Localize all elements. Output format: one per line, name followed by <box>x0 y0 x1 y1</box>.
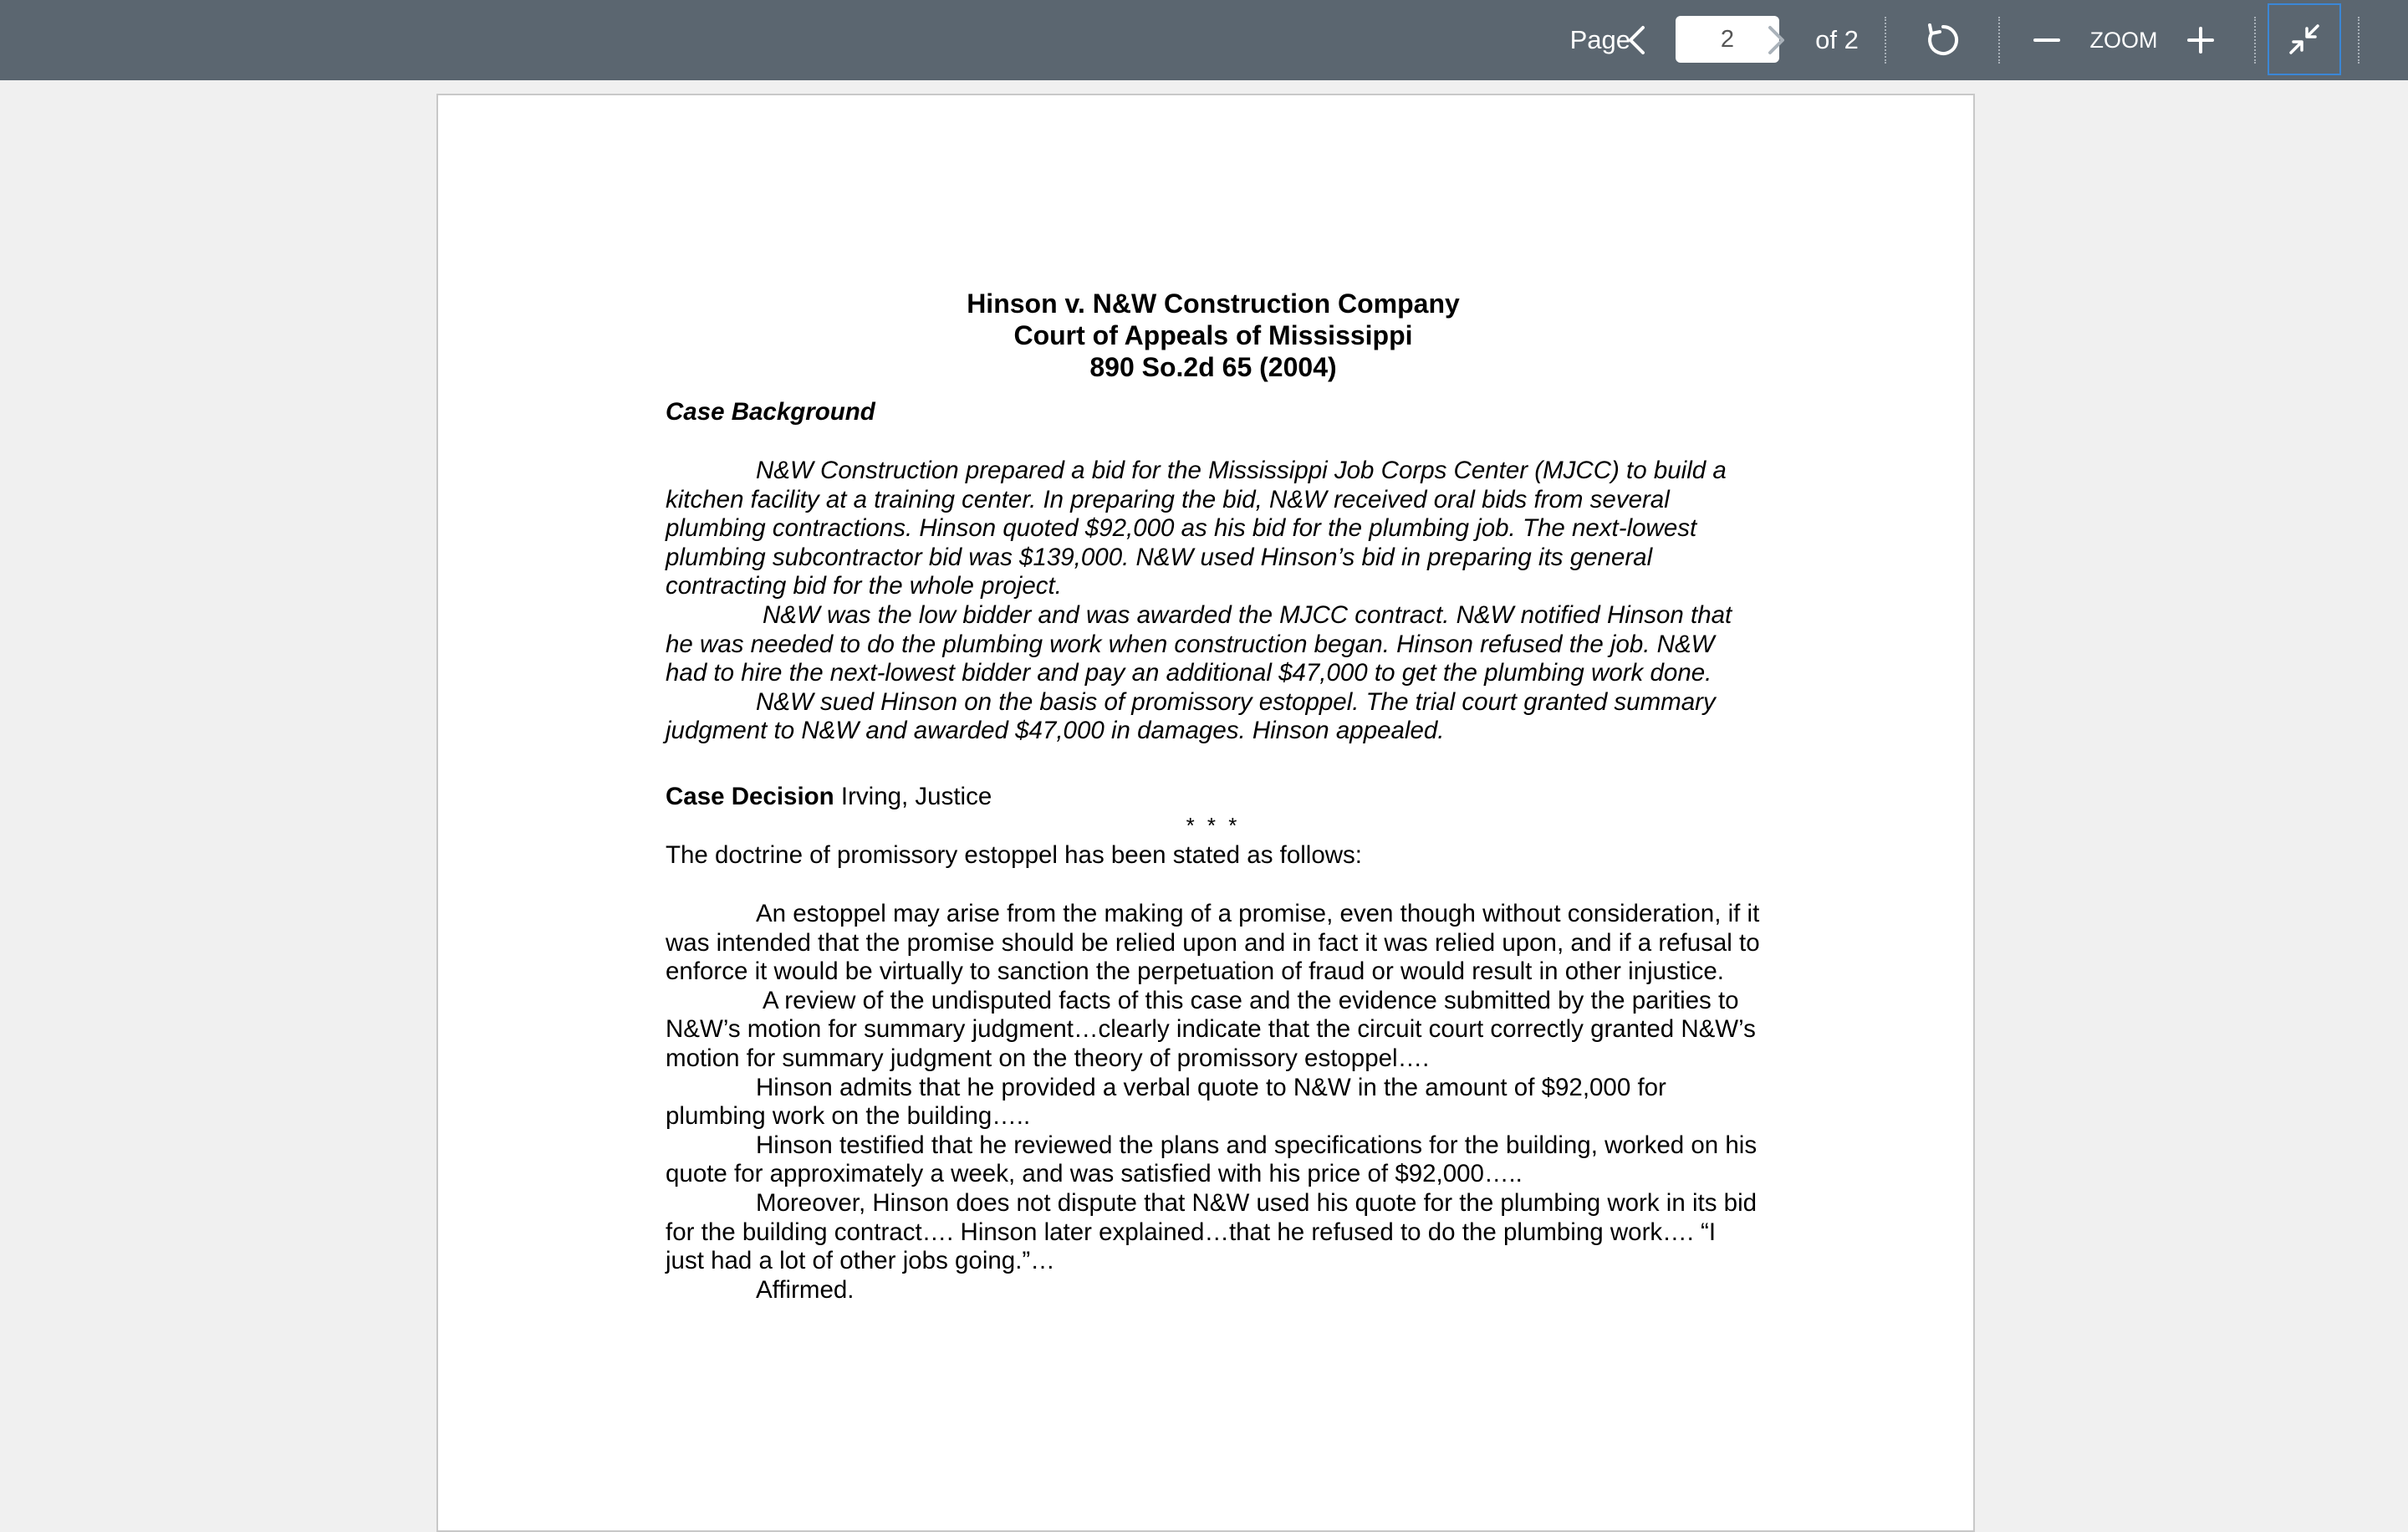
minus-icon <box>2033 27 2060 54</box>
plus-icon <box>2186 26 2215 54</box>
exit-fullscreen-button[interactable] <box>2268 3 2341 75</box>
page-label: Page <box>1569 25 1630 54</box>
decision-heading-label: Case Decision <box>666 783 834 810</box>
toolbar-divider <box>1885 17 1886 64</box>
viewer-toolbar <box>0 0 2408 80</box>
decision-paragraph: A review of the undisputed facts of this case and the evidence submitted by the parities to N&W’s motion for summary judgment…clearly indicate that the circuit court correctly granted N&W’s motion for summary judgment on the theory of promissory estoppel…. <box>666 986 1756 1072</box>
decision-paragraph: Hinson testified that he reviewed the plans and specifications for the building, worked on his quote for approximately a week, and was satisfied with his price of $92,000….. <box>666 1131 1758 1188</box>
zoom-label: ZOOM <box>2089 27 2158 53</box>
decision-paragraph: Hinson admits that he provided a verbal quote to N&W in the amount of $92,000 for plumbing work on the building….. <box>666 1073 1666 1131</box>
section-separator: * * * <box>1186 813 1241 838</box>
background-paragraph: N&W Construction prepared a bid for the Mississippi Job Corps Center (MJCC) to build a kitchen facility at a training center. In preparing the bid, N&W received oral bids from several plumbing contractions. Hinson quoted $92,000 as his bid for the plumbing job. The next-lowest plumbing subcontractor bid was $139,000. N&W used Hinson’s bid in preparing its general contracting bid for the whole project. <box>666 457 1727 600</box>
case-title <box>666 288 1761 383</box>
decision-judge: Irving, Justice <box>834 783 992 810</box>
background-heading: Case Background <box>666 398 875 426</box>
decision-paragraph: Affirmed. <box>756 1275 855 1304</box>
collapse-icon <box>2288 23 2321 56</box>
citation-line: 890 So.2d 65 (2004) <box>1089 352 1337 382</box>
chevron-left-icon <box>1626 25 1648 55</box>
decision-paragraph: Moreover, Hinson does not dispute that N&W used his quote for the plumbing work in its bid for the building contract…. Hinson later explained…that he refused to do the plumbing work…. “I just had a lot of other jobs going.”… <box>666 1188 1758 1275</box>
previous-page-button[interactable] <box>1614 15 1661 65</box>
chevron-right-icon <box>1765 25 1787 55</box>
court-line: Court of Appeals of Mississippi <box>1013 320 1413 350</box>
document-page <box>436 94 1975 1532</box>
rotate-button[interactable] <box>1920 15 1967 65</box>
page-total: of 2 <box>1815 25 1859 54</box>
next-page-button[interactable] <box>1752 15 1799 65</box>
zoom-out-button[interactable] <box>2023 15 2070 65</box>
zoom-in-button[interactable] <box>2177 15 2224 65</box>
background-text <box>666 457 1761 746</box>
toolbar-divider <box>2254 17 2256 64</box>
doctrine-intro: The doctrine of promissory estoppel has been stated as follows: <box>666 841 1363 869</box>
background-paragraph: N&W was the low bidder and was awarded the MJCC contract. N&W notified Hinson that he was needed to do the plumbing work when construction began. Hinson refused the job. N&W had to hire the next-lowest bidder and pay an additional $47,000 to get the plumbing work done. <box>666 600 1732 687</box>
rotate-icon <box>1925 22 1962 59</box>
toolbar-divider <box>1998 17 2000 64</box>
toolbar-divider <box>2358 17 2360 64</box>
decision-text <box>666 900 1761 1305</box>
document-viewer[interactable] <box>0 80 2408 1505</box>
decision-paragraph: An estoppel may arise from the making of a promise, even though without consideration, if it was intended that the promise should be relied upon and in fact it was relied upon, and if a refusal to enforce it would be virtually to sanction the perpetuation of fraud or would result in other injustice. <box>666 900 1760 986</box>
case-title-line: Hinson v. N&W Construction Company <box>967 289 1460 319</box>
background-paragraph: N&W sued Hinson on the basis of promissory estoppel. The trial court granted summary judgment to N&W and awarded $47,000 in damages. Hinson appealed. <box>666 687 1716 745</box>
decision-heading <box>666 783 992 812</box>
